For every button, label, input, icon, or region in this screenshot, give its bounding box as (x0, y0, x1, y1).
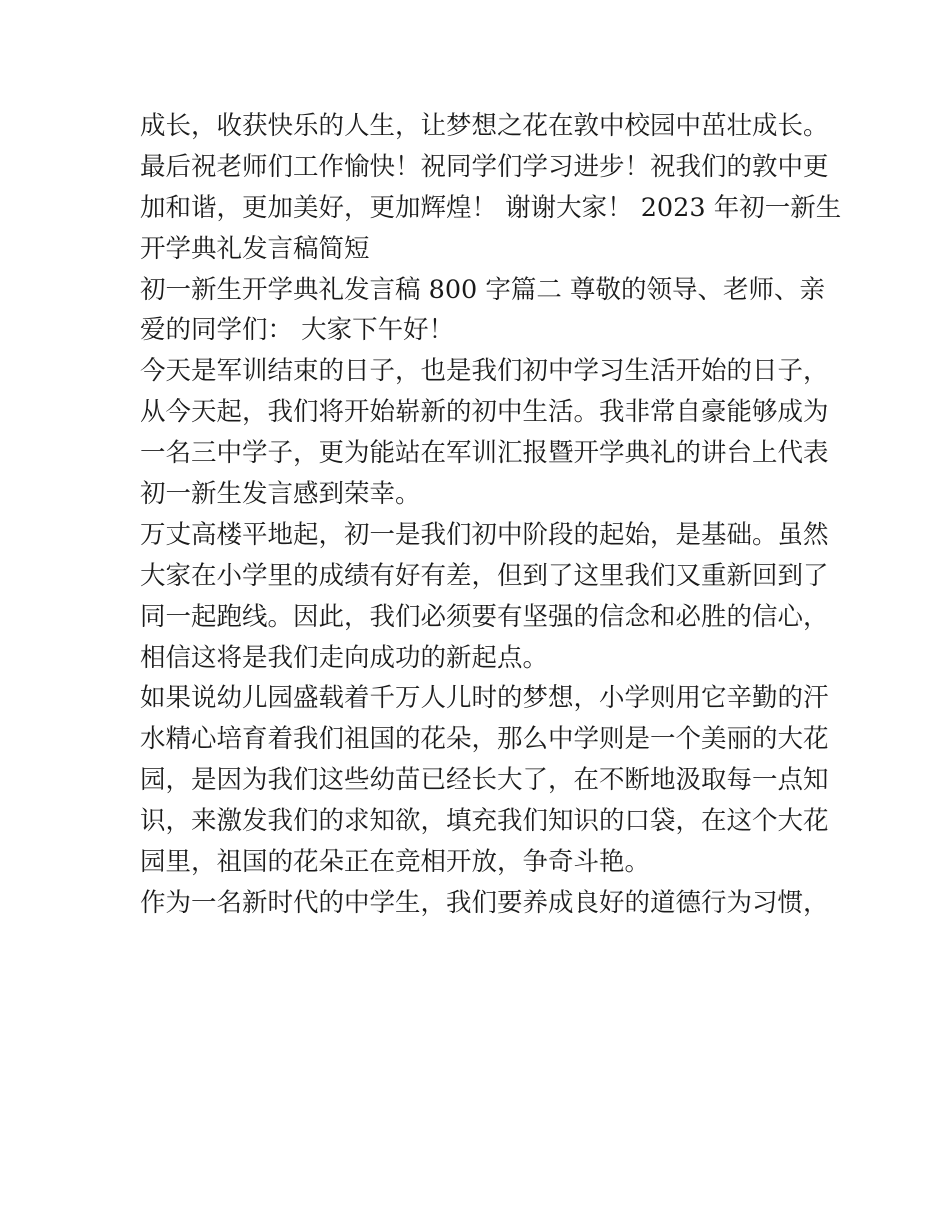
text-line: 从今天起，我们将开始崭新的初中生活。我非常自豪能够成为 (140, 397, 829, 428)
text-line: 园里，祖国的花朵正在竞相开放，争奇斗艳。 (140, 847, 651, 878)
text-line: 识，来激发我们的求知欲，填充我们知识的口袋，在这个大花 (140, 806, 829, 837)
text-line: 爱的同学们： 大家下午好！ (140, 315, 455, 346)
text-line: 初一新生发言感到荣幸。 (140, 479, 421, 510)
text-line: 最后祝老师们工作愉快！祝同学们学习进步！祝我们的敦中更 (140, 151, 829, 182)
text-line: 成长，收获快乐的人生，让梦想之花在敦中校园中茁壮成长。 (140, 111, 829, 141)
text-line: 一名三中学子，更为能站在军训汇报暨开学典礼的讲台上代表 (140, 438, 829, 469)
text-line: 开学典礼发言稿简短 (140, 233, 370, 264)
text-line: 园，是因为我们这些幼苗已经长大了，在不断地汲取每一点知 (140, 765, 829, 796)
text-line: 如果说幼儿园盛载着千万人儿时的梦想，小学则用它辛勤的汗 (140, 683, 829, 714)
text-line: 水精心培育着我们祖国的花朵，那么中学则是一个美丽的大花 (140, 724, 829, 755)
text-line: 大家在小学里的成绩有好有差，但到了这里我们又重新回到了 (140, 560, 829, 591)
text-line: 万丈高楼平地起，初一是我们初中阶段的起始，是基础。虽然 (140, 519, 829, 550)
text-line: 今天是军训结束的日子，也是我们初中学习生活开始的日子， (140, 356, 829, 387)
speech-text-block (140, 106, 842, 924)
text-line: 相信这将是我们走向成功的新起点。 (140, 642, 549, 673)
text-line: 同一起跑线。因此，我们必须要有坚强的信念和必胜的信心， (140, 601, 829, 632)
text-line: 加和谐，更加美好，更加辉煌！ 谢谢大家！ 2023 年初一新生 (140, 192, 842, 223)
text-line: 初一新生开学典礼发言稿 800 字篇二 尊敬的领导、老师、亲 (140, 274, 825, 305)
text-line: 作为一名新时代的中学生，我们要养成良好的道德行为习惯， (140, 887, 829, 918)
